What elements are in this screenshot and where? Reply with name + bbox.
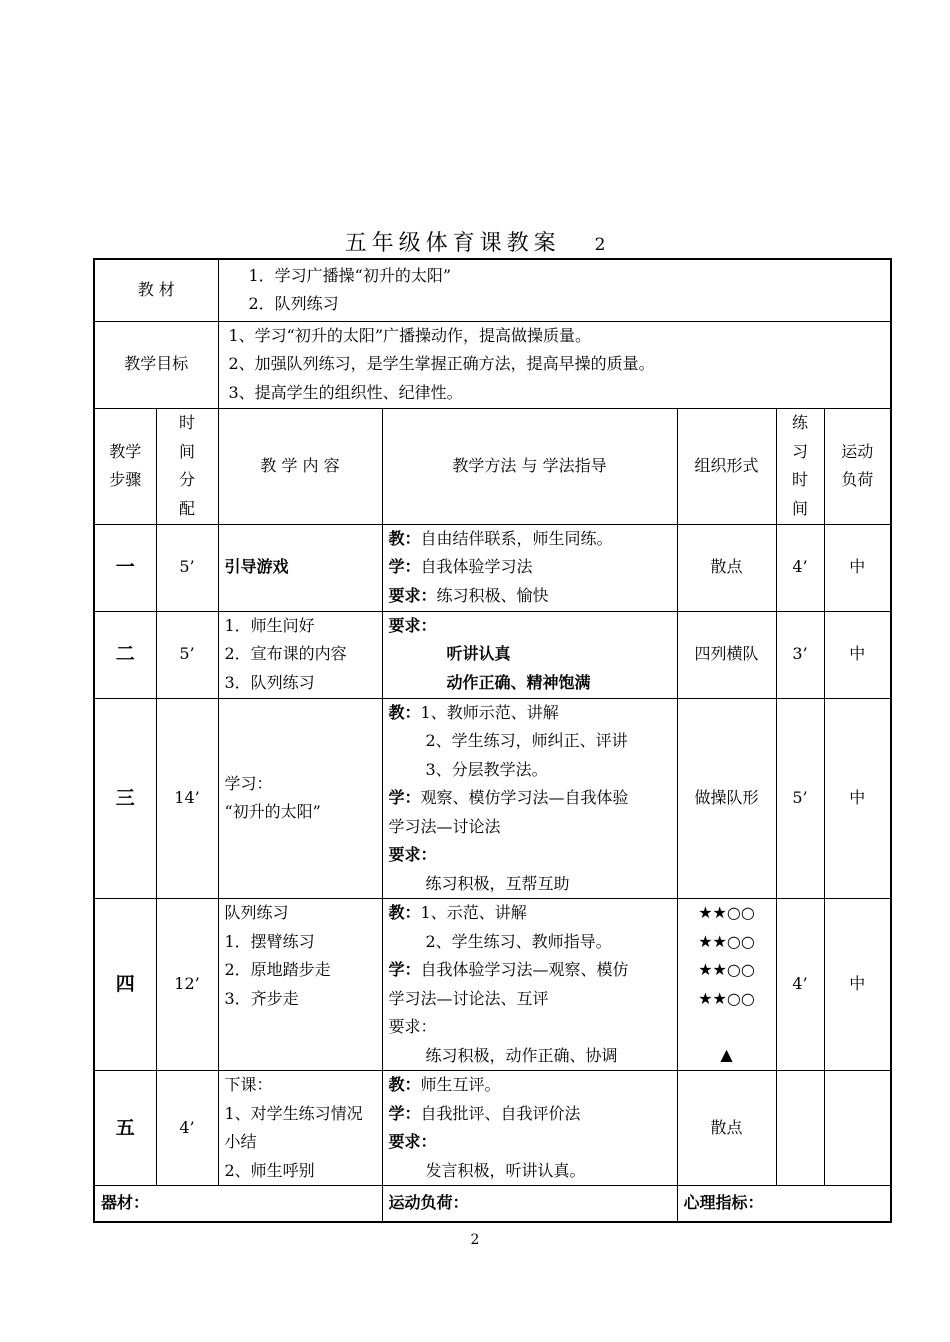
lesson-plan-table — [93, 258, 892, 1223]
formation-line: ★★○○ — [698, 903, 755, 923]
goal-items — [218, 321, 891, 408]
column-header-row — [94, 408, 891, 524]
title-text: 五年级体育课教案 — [344, 231, 561, 256]
load-cell: 中 — [824, 698, 891, 899]
page-number: 2 — [470, 1232, 480, 1248]
psych-label: 心理指标： — [677, 1186, 891, 1222]
goal-item: 3、提高学生的组织性、纪律性。 — [228, 382, 463, 402]
material-items — [218, 259, 891, 321]
col-load: 运动 负荷 — [824, 408, 891, 524]
content-cell: 引导游戏 — [218, 524, 382, 611]
time-cell: 5’ — [156, 524, 218, 611]
method-cell: 教：1、教师示范、讲解 2、学生练习，师纠正、评讲 3、分层教学法。 学：观察、模仿学习法—自我体验 学习法—讨论法 要求： 练习积极，互帮互助 — [382, 698, 677, 899]
method-cell: 教：自由结伴联系，师生同练。 学：自我体验学习法 要求：练习积极、愉快 — [382, 524, 677, 611]
goal-row — [94, 321, 891, 408]
content-cell: 下课： 1、对学生练习情况小结 2、师生呼别 — [218, 1071, 382, 1186]
formation-line: ★★○○ — [698, 960, 755, 980]
col-org: 组织形式 — [677, 408, 776, 524]
col-method: 教学方法 与 学法指导 — [382, 408, 677, 524]
equipment-label: 器材： — [94, 1186, 382, 1222]
method-cell: 教：师生互评。 学：自我批评、自我评价法 要求： 发言积极，听讲认真。 — [382, 1071, 677, 1186]
practice-cell: 4’ — [776, 899, 824, 1071]
formation-line: ★★○○ — [698, 931, 755, 951]
table-row — [94, 524, 891, 611]
goal-label: 教学目标 — [94, 321, 218, 408]
step-cell: 五 — [94, 1071, 156, 1186]
table-row — [94, 698, 891, 899]
step-cell: 二 — [94, 611, 156, 698]
content-cell: 学习： “初升的太阳” — [218, 698, 382, 899]
time-cell: 14’ — [156, 698, 218, 899]
material-item: 2．队列练习 — [248, 294, 339, 314]
org-cell: 散点 — [677, 524, 776, 611]
teacher-marker: ▲ — [720, 1045, 733, 1065]
step-cell: 四 — [94, 899, 156, 1071]
time-cell: 12’ — [156, 899, 218, 1071]
title-number: 2 — [594, 235, 606, 255]
table-row — [94, 1071, 891, 1186]
page-title — [0, 229, 950, 260]
table-row — [94, 899, 891, 1071]
load-cell: 中 — [824, 611, 891, 698]
practice-cell — [776, 1071, 824, 1186]
load-cell — [824, 1071, 891, 1186]
col-step: 教学 步骤 — [94, 408, 156, 524]
practice-cell: 3’ — [776, 611, 824, 698]
method-cell: 要求： 听讲认真 动作正确、精神饱满 — [382, 611, 677, 698]
material-item: 1．学习广播操“初升的太阳” — [248, 265, 452, 285]
practice-cell: 4’ — [776, 524, 824, 611]
material-row — [94, 259, 891, 321]
load-cell: 中 — [824, 899, 891, 1071]
goal-item: 2、加强队列练习，是学生掌握正确方法，提高早操的质量。 — [228, 354, 655, 374]
time-cell: 5’ — [156, 611, 218, 698]
method-cell: 教：1、示范、讲解 2、学生练习、教师指导。 学：自我体验学习法—观察、模仿 学习法—讨论法、互评 要求： 练习积极，动作正确、协调 — [382, 899, 677, 1071]
content-cell: 队列练习 1．摆臂练习 2．原地踏步走 3．齐步走 — [218, 899, 382, 1071]
load-cell: 中 — [824, 524, 891, 611]
practice-cell: 5’ — [776, 698, 824, 899]
org-cell: 四列横队 — [677, 611, 776, 698]
formation-diagram — [677, 899, 776, 1071]
material-label: 教 材 — [94, 259, 218, 321]
goal-item: 1、学习“初升的太阳”广播操动作，提高做操质量。 — [228, 325, 592, 345]
step-cell: 一 — [94, 524, 156, 611]
formation-line: ★★○○ — [698, 988, 755, 1008]
col-practice: 练 习 时 间 — [776, 408, 824, 524]
footer-row — [94, 1186, 891, 1222]
load-label: 运动负荷： — [382, 1186, 677, 1222]
col-time: 时 间 分 配 — [156, 408, 218, 524]
org-cell: 做操队形 — [677, 698, 776, 899]
org-cell: 散点 — [677, 1071, 776, 1186]
content-cell: 1．师生问好 2．宣布课的内容 3．队列练习 — [218, 611, 382, 698]
col-content: 教 学 内 容 — [218, 408, 382, 524]
table-row — [94, 611, 891, 698]
step-cell: 三 — [94, 698, 156, 899]
time-cell: 4’ — [156, 1071, 218, 1186]
